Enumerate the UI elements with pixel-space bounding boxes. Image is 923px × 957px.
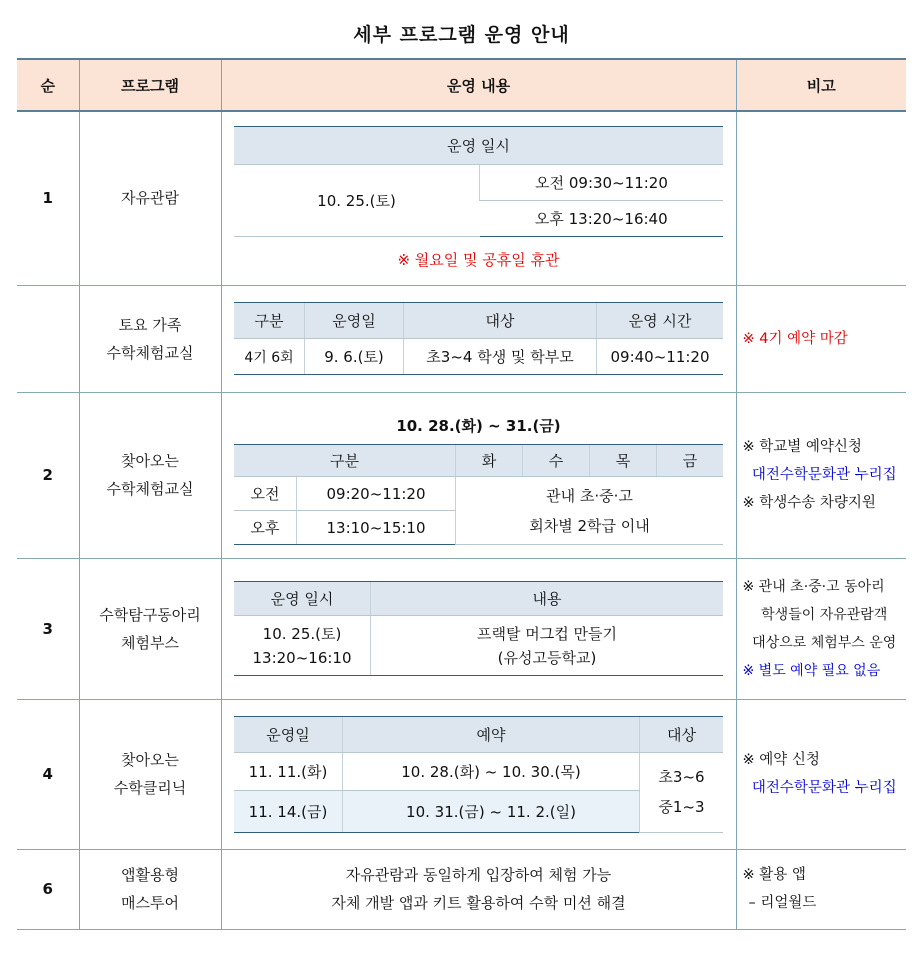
cell-target (456, 477, 724, 545)
schedule-date: 10. 25.(토) (234, 165, 480, 237)
date-line2: 13:20~16:10 (252, 648, 352, 667)
col-header: 운영 시간 (597, 303, 724, 339)
row-number: 4 (17, 699, 79, 849)
booth-table (234, 581, 723, 676)
content-cell (221, 699, 736, 849)
program-name-line2: 수학체험교실 (106, 343, 194, 362)
cell-am: 오전 (234, 477, 297, 511)
header-remark: 비고 (736, 59, 906, 111)
col-header: 목 (590, 445, 657, 477)
remark-line1: ※ 활용 앱 (742, 867, 806, 883)
remark-line3: 대상으로 체험부스 운영 (752, 634, 897, 651)
content-cell (221, 849, 736, 929)
target-line2: 중1~3 (658, 798, 705, 816)
content-line1: 자유관람과 동일하게 입장하여 체험 가능 (345, 866, 612, 884)
cell-reservation: 10. 28.(화) ~ 10. 30.(목) (343, 752, 640, 790)
content-line2: 자체 개발 앱과 키트 활용하여 수학 미션 해결 (331, 894, 626, 912)
content-cell (221, 392, 736, 558)
program-name (79, 392, 221, 558)
cell-date: 11. 11.(화) (234, 752, 343, 790)
col-header: 운영일 (234, 716, 343, 752)
header-content: 운영 내용 (221, 59, 736, 111)
content-cell (221, 558, 736, 699)
row-number: 2 (17, 392, 79, 558)
program-name-line2: 체험부스 (121, 633, 179, 652)
cell-pm-time: 13:10~15:10 (297, 511, 456, 545)
col-header: 구분 (234, 303, 305, 339)
cell-pm: 오후 (234, 511, 297, 545)
table-row (17, 699, 906, 849)
row-number: 1 (17, 111, 79, 285)
program-name (79, 849, 221, 929)
content-cell (221, 285, 736, 392)
family-class-table (234, 302, 723, 375)
cell-date: 11. 14.(금) (234, 790, 343, 832)
period-title: 10. 28.(화) ~ 31.(금) (396, 417, 561, 435)
cell-content (371, 616, 724, 676)
remark-line2: 대전수학문화관 누리집 (751, 467, 897, 483)
col-header: 구분 (234, 445, 456, 477)
cell-time: 09:40~11:20 (597, 339, 724, 375)
page-title: 세부 프로그램 운영 안내 (353, 24, 570, 46)
program-name-line2: 수학체험교실 (106, 480, 194, 498)
program-name-line2: 수학클리닉 (113, 779, 187, 797)
row-number: 3 (17, 558, 79, 699)
program-name-line1: 찾아오는 (121, 751, 179, 769)
target-line1: 초3~6 (658, 768, 705, 786)
remark-line1: ※ 관내 초·중·고 동아리 (742, 578, 885, 595)
program-name (79, 558, 221, 699)
content-cell (221, 111, 736, 285)
col-header: 화 (456, 445, 523, 477)
cell-date: 9. 6.(토) (305, 339, 404, 375)
remark-line1: ※ 학교별 예약신청 (742, 439, 862, 455)
visit-class-table (234, 444, 723, 545)
header-program: 프로그램 (79, 59, 221, 111)
date-line1: 10. 25.(토) (262, 624, 342, 643)
row-number: 6 (17, 849, 79, 929)
col-header: 예약 (343, 716, 640, 752)
col-header: 내용 (371, 582, 724, 616)
closure-notice: ※ 월요일 및 공휴일 휴관 (397, 251, 560, 270)
remark-cell (736, 699, 906, 849)
program-name: 자유관람 (79, 111, 221, 285)
remark-line1: ※ 예약 신청 (742, 752, 820, 768)
table-row (17, 111, 906, 285)
target-line2: 회차별 2학급 이내 (529, 516, 650, 535)
table-row (17, 392, 906, 558)
remark-line4: ※ 별도 예약 필요 없음 (742, 662, 881, 679)
remark-cell (736, 392, 906, 558)
target-line1: 관내 초·중·고 (546, 486, 633, 505)
clinic-table (234, 716, 723, 833)
cell-date (234, 616, 371, 676)
schedule-am: 오전 09:30~11:20 (480, 165, 724, 201)
col-header: 운영 일시 (234, 582, 371, 616)
schedule-table (234, 126, 723, 237)
program-name-line1: 토요 가족 (118, 315, 182, 334)
content-line2: (유성고등학교) (497, 648, 597, 667)
table-row (17, 558, 906, 699)
schedule-pm: 오후 13:20~16:40 (480, 201, 724, 237)
remark-cell (736, 849, 906, 929)
remark-cell (736, 111, 906, 285)
col-header: 운영일 (305, 303, 404, 339)
content-line1: 프랙탈 머그컵 만들기 (477, 624, 617, 643)
col-header: 대상 (404, 303, 597, 339)
program-name-line1: 앱활용형 (121, 866, 179, 884)
remark-line2: – 리얼월드 (748, 895, 817, 911)
program-table (17, 58, 906, 930)
remark-cell: ※ 4기 예약 마감 (736, 285, 906, 392)
schedule-header: 운영 일시 (234, 127, 723, 165)
program-name-line1: 찾아오는 (121, 452, 179, 470)
cell-reservation: 10. 31.(금) ~ 11. 2.(일) (343, 790, 640, 832)
cell-target (640, 752, 724, 832)
program-name-line1: 수학탐구동아리 (99, 605, 201, 624)
header-row (17, 59, 906, 111)
cell-target: 초3~4 학생 및 학부모 (404, 339, 597, 375)
cell-session: 4기 6회 (234, 339, 305, 375)
table-row (17, 285, 906, 392)
remark-cell (736, 558, 906, 699)
remark-line3: ※ 학생수송 차량지원 (742, 495, 876, 511)
cell-am-time: 09:20~11:20 (297, 477, 456, 511)
col-header: 수 (523, 445, 590, 477)
col-header: 금 (657, 445, 724, 477)
remark-line2: 학생들이 자유관람객 (761, 606, 888, 623)
header-no: 순 (17, 59, 79, 111)
row-number (17, 285, 79, 392)
col-header: 대상 (640, 716, 724, 752)
program-name-line2: 매스투어 (121, 894, 179, 912)
table-row (17, 849, 906, 929)
program-name (79, 699, 221, 849)
program-name (79, 285, 221, 392)
remark-line2: 대전수학문화관 누리집 (751, 780, 897, 796)
